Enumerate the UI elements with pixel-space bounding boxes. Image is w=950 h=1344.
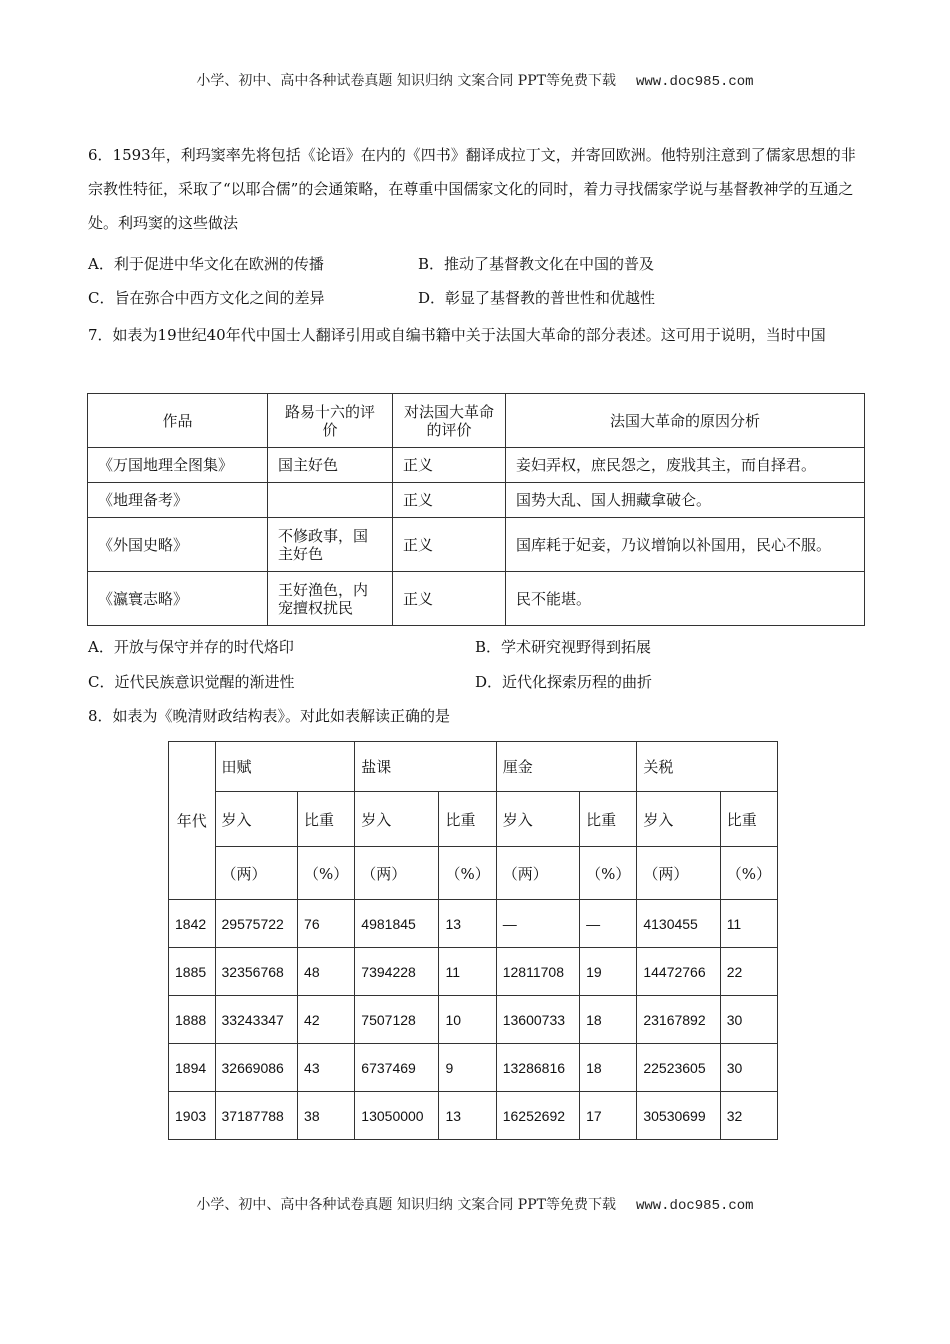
table-row [169,1044,778,1092]
table-cell: 32356768 [215,948,298,996]
table-cell: 38 [298,1092,355,1140]
table-row [169,900,778,948]
table-cell: 《地理备考》 [88,483,268,518]
table-cell: 《万国地理全图集》 [88,448,268,483]
table-cell: 王好渔色，内宠擅权扰民 [268,572,393,626]
table-cell: 23167892 [637,996,720,1044]
sub-header: 岁入 [637,792,720,847]
table-cell: 18 [580,1044,637,1092]
table-cell: 30530699 [637,1092,720,1140]
unit-cell: （两） [355,847,439,900]
table-cell: 29575722 [215,900,298,948]
table-cell: 43 [298,1044,355,1092]
group-header: 厘金 [496,742,637,792]
option-c: C．近代民族意识觉醒的渐进性 [88,673,295,691]
table-cell: 不修政事，国主好色 [268,518,393,572]
sub-header: 比重 [439,792,496,847]
unit-cell: （两） [637,847,720,900]
page-footer [0,1194,950,1214]
table-row [88,518,865,572]
unit-cell: （两） [215,847,298,900]
table-cell: 13286816 [496,1044,579,1092]
table-cell: 18 [580,996,637,1044]
year-cell: 1894 [169,1044,216,1092]
table-cell: 国势大乱、国人拥藏拿破仑。 [506,483,865,518]
footer-url: www.doc985.com [635,1198,754,1214]
option-a: A．利于促进中华文化在欧洲的传播 [88,255,324,273]
question-8-table [168,741,778,1140]
table-cell: 48 [298,948,355,996]
table-cell: 42 [298,996,355,1044]
table-cell: 19 [580,948,637,996]
question-8-stem: 8．如表为《晚清财政结构表》。对此如表解读正确的是 [88,707,451,725]
table-cell: 14472766 [637,948,720,996]
table-row [169,948,778,996]
table-cell: 17 [580,1092,637,1140]
sub-header: 岁入 [355,792,439,847]
sub-header-row [169,792,778,847]
table-row [169,1092,778,1140]
table-row [88,483,865,518]
table-row [88,448,865,483]
header-cell: 路易十六的评价 [268,394,393,448]
option-b: B．学术研究视野得到拓展 [475,638,652,656]
table-cell: 22 [720,948,777,996]
unit-row [169,847,778,900]
question-6-stem: 6．1593年，利玛窦率先将包括《论语》在内的《四书》翻译成拉丁文，并寄回欧洲。他特别注意到了儒家思想的非宗教性特征，采取了“以耶合儒”的会通策略，在尊重中国儒家文化的同时，着力寻找儒家学说与基督教神学的互通之处。利玛窦的这些做法 [88,146,856,232]
table-cell [268,483,393,518]
table-cell: 国库耗于妃妾，乃议增饷以补国用，民心不服。 [506,518,865,572]
table-cell: 11 [439,948,496,996]
table-cell: 民不能堪。 [506,572,865,626]
table-cell: 32669086 [215,1044,298,1092]
question-7-table [87,393,865,626]
year-cell: 1888 [169,996,216,1044]
footer-text: 小学、初中、高中各种试卷真题 知识归纳 文案合同 PPT等免费下载 [196,1197,616,1213]
unit-cell: （%） [720,847,777,900]
table-header-row [88,394,865,448]
table-cell: 正义 [393,448,506,483]
sub-header: 比重 [580,792,637,847]
sub-header: 岁入 [496,792,579,847]
year-cell: 1842 [169,900,216,948]
table-cell: 16252692 [496,1092,579,1140]
table-cell: 11 [720,900,777,948]
header-text: 小学、初中、高中各种试卷真题 知识归纳 文案合同 PPT等免费下载 [196,73,616,89]
table-cell: 76 [298,900,355,948]
table-cell: 国主好色 [268,448,393,483]
table-cell: 7507128 [355,996,439,1044]
group-header-row [169,742,778,792]
table-cell: 13050000 [355,1092,439,1140]
unit-cell: （%） [439,847,496,900]
table-cell: 30 [720,1044,777,1092]
table-cell: 《外国史略》 [88,518,268,572]
table-cell: 4981845 [355,900,439,948]
table-cell: 正义 [393,518,506,572]
group-header: 盐课 [355,742,496,792]
table-cell: 13600733 [496,996,579,1044]
table-cell: 13 [439,900,496,948]
group-header: 田赋 [215,742,355,792]
table-cell: 正义 [393,572,506,626]
table-cell: 4130455 [637,900,720,948]
page-header [0,70,950,90]
table-row [169,996,778,1044]
option-b: B．推动了基督教文化在中国的普及 [418,255,655,273]
option-a: A．开放与保守并存的时代烙印 [88,638,294,656]
question-7-stem: 7．如表为19世纪40年代中国士人翻译引用或自编书籍中关于法国大革命的部分表述。这可用于说明，当时中国 [88,326,826,344]
table-cell: 33243347 [215,996,298,1044]
header-cell: 对法国大革命的评价 [393,394,506,448]
unit-cell: （%） [298,847,355,900]
header-cell: 法国大革命的原因分析 [506,394,865,448]
table-cell: 7394228 [355,948,439,996]
group-header: 关税 [637,742,778,792]
table-cell: 32 [720,1092,777,1140]
table-row [88,572,865,626]
option-d: D．彰显了基督教的普世性和优越性 [418,289,656,307]
table-cell: — [496,900,579,948]
unit-cell: （%） [580,847,637,900]
year-cell: 1903 [169,1092,216,1140]
sub-header: 岁入 [215,792,298,847]
table-cell: 22523605 [637,1044,720,1092]
table-cell: 9 [439,1044,496,1092]
table-cell: 正义 [393,483,506,518]
table-cell: — [580,900,637,948]
year-cell: 1885 [169,948,216,996]
option-d: D．近代化探索历程的曲折 [475,673,653,691]
table-cell: 13 [439,1092,496,1140]
sub-header: 比重 [720,792,777,847]
table-cell: 10 [439,996,496,1044]
table-cell: 30 [720,996,777,1044]
table-cell: 12811708 [496,948,579,996]
header-cell: 作品 [88,394,268,448]
unit-cell: （两） [496,847,579,900]
table-cell: 37187788 [215,1092,298,1140]
table-cell: 6737469 [355,1044,439,1092]
option-c: C．旨在弥合中西方文化之间的差异 [88,289,325,307]
table-cell: 《瀛寰志略》 [88,572,268,626]
sub-header: 比重 [298,792,355,847]
year-header: 年代 [169,742,216,900]
table-cell: 妾妇弄权，庶民怨之，废戕其主，而自择君。 [506,448,865,483]
header-url: www.doc985.com [635,74,754,90]
